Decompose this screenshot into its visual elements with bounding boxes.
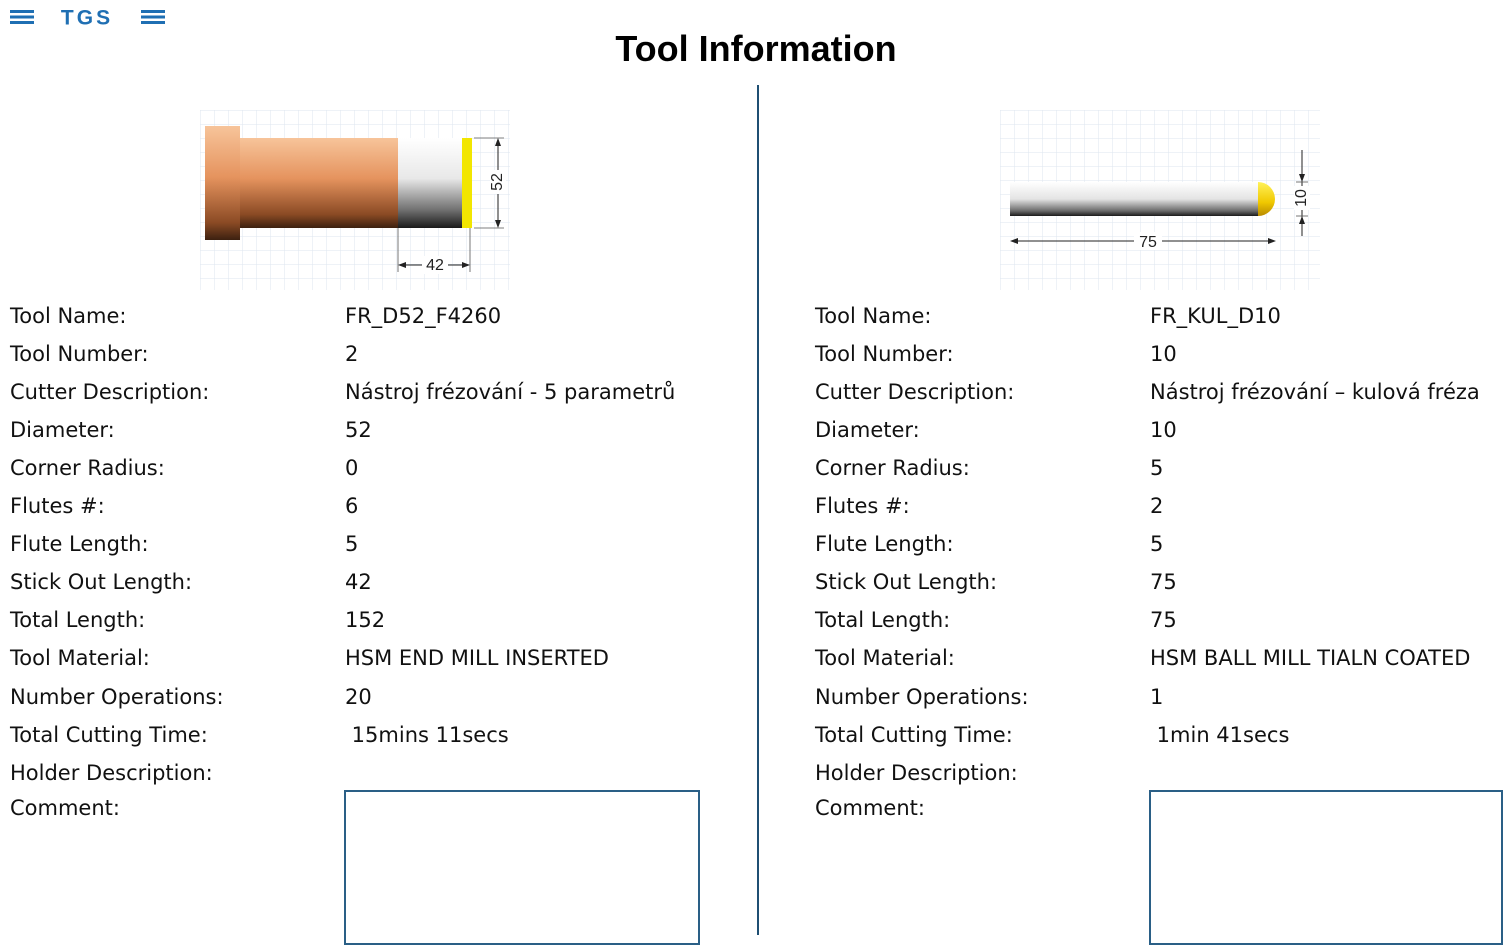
total-length-value: 152	[345, 608, 386, 632]
corner-radius-label: Corner Radius:	[10, 456, 165, 480]
flute-length-label: Flute Length:	[10, 532, 149, 556]
comment-label: Comment:	[815, 796, 925, 820]
stick-out-length-value: 42	[345, 570, 372, 594]
flutes-label: Flutes #:	[815, 494, 910, 518]
corner-radius-value: 5	[1150, 456, 1164, 480]
number-operations-value: 20	[345, 685, 372, 709]
corner-radius-value: 0	[345, 456, 359, 480]
total-cutting-time-value: 15mins 11secs	[345, 723, 509, 747]
corner-radius-label: Corner Radius:	[815, 456, 970, 480]
flute-length-value: 5	[345, 532, 359, 556]
comment-label: Comment:	[10, 796, 120, 820]
stick-out-length-label: Stick Out Length:	[10, 570, 193, 594]
number-operations-label: Number Operations:	[10, 685, 224, 709]
diameter-dimension-label: 10	[1293, 189, 1311, 207]
flutes-label: Flutes #:	[10, 494, 105, 518]
comment-box[interactable]	[1149, 790, 1503, 945]
total-length-label: Total Length:	[10, 608, 146, 632]
total-cutting-time-value: 1min 41secs	[1150, 723, 1290, 747]
stick-out-length-label: Stick Out Length:	[815, 570, 998, 594]
diameter-label: Diameter:	[10, 418, 115, 442]
comment-box[interactable]	[344, 790, 700, 945]
tool-number-label: Tool Number:	[815, 342, 954, 366]
tool-number-label: Tool Number:	[10, 342, 149, 366]
total-length-value: 75	[1150, 608, 1177, 632]
total-cutting-time-label: Total Cutting Time:	[10, 723, 208, 747]
column-divider	[757, 85, 759, 935]
diameter-dimension-label: 52	[489, 173, 507, 191]
cutter-description-label: Cutter Description:	[815, 380, 1015, 404]
logo-text: TGS	[60, 7, 114, 27]
tool-number-value: 10	[1150, 342, 1177, 366]
end-mill-tool-drawing	[200, 110, 510, 290]
tool-number-value: 2	[345, 342, 359, 366]
flutes-value: 2	[1150, 494, 1164, 518]
diameter-value: 52	[345, 418, 372, 442]
diameter-value: 10	[1150, 418, 1177, 442]
stick-out-length-value: 75	[1150, 570, 1177, 594]
tool-material-value: HSM BALL MILL TIALN COATED	[1150, 646, 1471, 670]
tool-name-label: Tool Name:	[10, 304, 127, 328]
total-length-label: Total Length:	[815, 608, 951, 632]
total-cutting-time-label: Total Cutting Time:	[815, 723, 1013, 747]
length-dimension-label: 75	[1139, 234, 1157, 252]
tool-material-label: Tool Material:	[815, 646, 955, 670]
holder-description-label: Holder Description:	[10, 761, 213, 785]
number-operations-label: Number Operations:	[815, 685, 1029, 709]
tool-material-value: HSM END MILL INSERTED	[345, 646, 609, 670]
number-operations-value: 1	[1150, 685, 1164, 709]
tool-name-label: Tool Name:	[815, 304, 932, 328]
tool-panel-right	[805, 0, 1512, 952]
cutter-description-value: Nástroj frézování - 5 parametrů	[345, 380, 676, 404]
flute-length-label: Flute Length:	[815, 532, 954, 556]
holder-description-label: Holder Description:	[815, 761, 1018, 785]
ball-mill-tool-drawing	[1000, 110, 1320, 290]
flute-length-value: 5	[1150, 532, 1164, 556]
tool-name-value: FR_D52_F4260	[345, 304, 502, 328]
cutter-description-label: Cutter Description:	[10, 380, 210, 404]
tool-material-label: Tool Material:	[10, 646, 150, 670]
cutter-description-value: Nástroj frézování – kulová fréza	[1150, 380, 1480, 404]
flutes-value: 6	[345, 494, 359, 518]
tool-name-value: FR_KUL_D10	[1150, 304, 1281, 328]
page-title: Tool Information	[615, 28, 897, 69]
length-dimension-label: 42	[426, 257, 444, 275]
diameter-label: Diameter:	[815, 418, 920, 442]
